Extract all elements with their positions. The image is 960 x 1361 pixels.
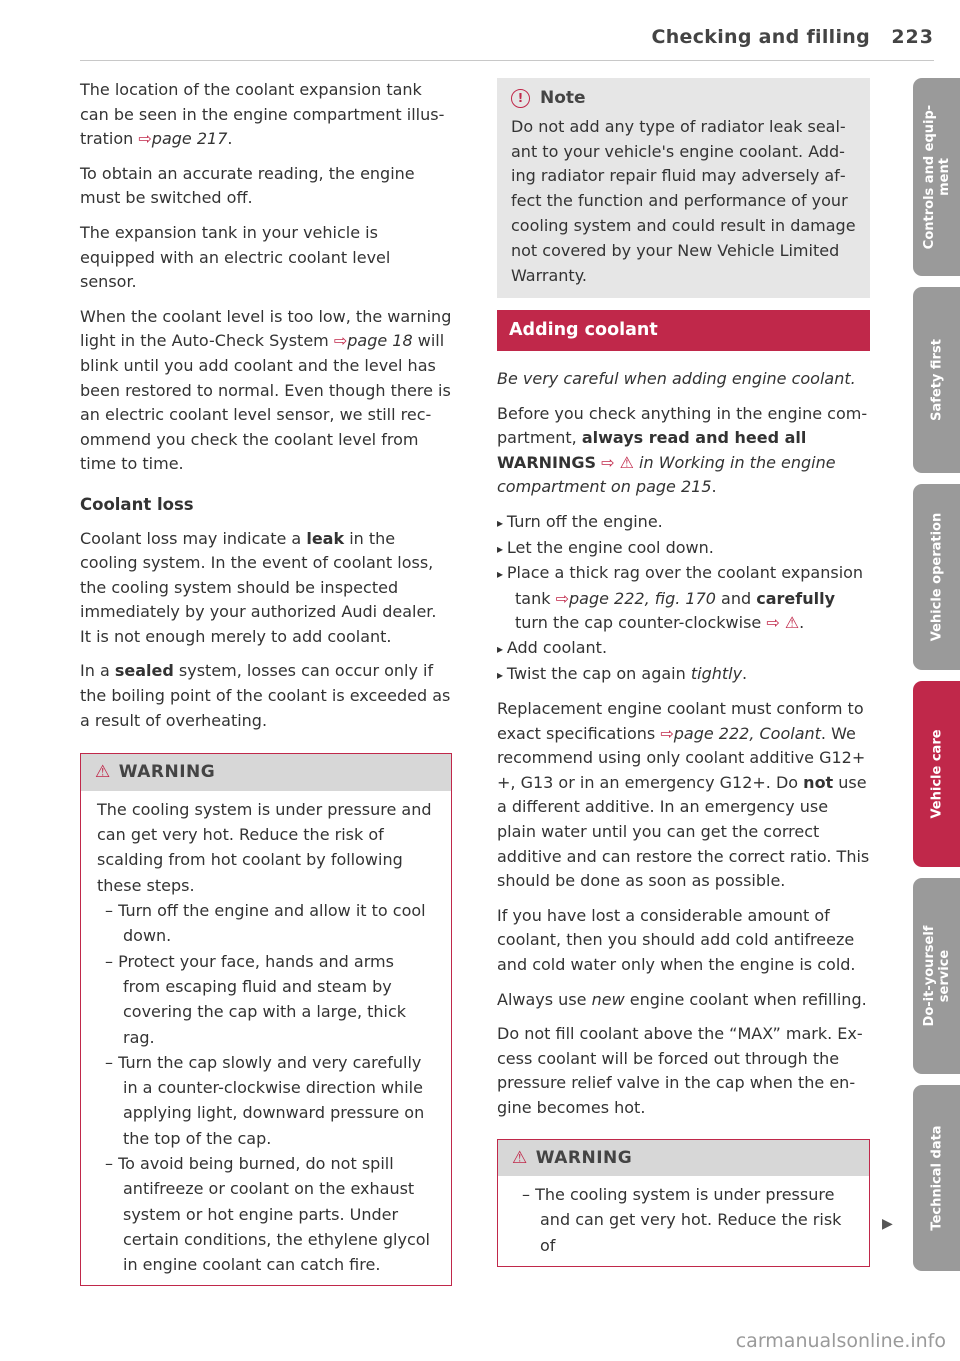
continue-arrow-icon: ▶	[882, 1216, 893, 1232]
page-number: 223	[891, 26, 934, 48]
warning-body	[81, 791, 451, 1286]
paragraph: Always use new engine coolant when refilling.	[497, 989, 867, 1009]
list-item: – The cooling system is under pressure and can get very hot. Reduce the risk of	[514, 1182, 853, 1258]
list-item: – Turn off the engine and allow it to cool down.	[97, 898, 435, 949]
tab-vehicle-operation[interactable]: Vehicle operation	[913, 484, 960, 670]
warning-header: ⚠ WARNING	[81, 754, 451, 791]
arrow-icon: ⇨	[601, 452, 615, 472]
step-item: ▸ Twist the cap on again tightly.	[497, 662, 870, 688]
list-item: – Turn the cap slowly and very carefully in a counter-clockwise direction while applying light, downward pressure on the top of the cap.	[97, 1050, 435, 1151]
note-text: Do not add any type of radiator leak sealant to your vehicle's engine coolant. Adding radiator repair fluid may adversely affect the function and performance of your cooling system and could result in damage not covered by your New Vehicle Limited Warranty.	[511, 116, 856, 285]
right-column	[497, 78, 870, 1267]
paragraph: Do not fill coolant above the “MAX” mark. Excess coolant will be forced out through the pressure relief valve in the cap when the engine becomes hot.	[497, 1024, 863, 1117]
watermark: carmanualsonline.info	[735, 1330, 946, 1352]
paragraph: Coolant loss may indicate a leak in the cooling system. In the event of coolant loss, the cooling system should be inspected immediately by your authorized Audi dealer. It is not enough merely to add coolant.	[80, 528, 437, 646]
step-item: ▸ Place a thick rag over the coolant expansion tank ⇨page 222, fig. 170 and carefully turn the cap counter-clockwise ⇨ ⚠.	[497, 561, 870, 636]
list-item: – To avoid being burned, do not spill antifreeze or coolant on the exhaust system or hot engine parts. Under certain conditions, the ethylene glycol in engine coolant can catch fire.	[97, 1151, 435, 1277]
tab-controls-and-equipment[interactable]: Controls and equip- ment	[913, 78, 960, 276]
warning-header: ⚠ WARNING	[498, 1140, 869, 1177]
arrow-icon: ⇨	[660, 723, 674, 743]
warning-box	[80, 753, 452, 1286]
note-header: ! Note	[511, 86, 856, 111]
page-link[interactable]: in Working in the engine compartment on page 215	[497, 452, 836, 497]
subheading-coolant-loss: Coolant loss	[80, 494, 194, 514]
warning-triangle-icon: ⚠	[512, 1147, 528, 1168]
section-title-adding-coolant: Adding coolant	[497, 310, 870, 351]
tab-vehicle-care[interactable]: Vehicle care	[913, 681, 960, 867]
page-link[interactable]: page 222, fig. 170	[568, 588, 716, 608]
tab-safety-first[interactable]: Safety first	[913, 287, 960, 473]
left-column	[80, 78, 452, 1286]
note-box	[497, 78, 870, 298]
page-link[interactable]: page 222, Coolant	[673, 723, 821, 743]
step-item: ▸ Let the engine cool down.	[497, 536, 870, 562]
tab-technical-data[interactable]: Technical data	[913, 1085, 960, 1271]
arrow-icon: ⇨	[333, 331, 348, 351]
arrow-icon: ⇨	[555, 588, 569, 608]
paragraph: When the coolant level is too low, the warning light in the Auto-Check System ⇨page 18 will blink until you add coolant and the level has been restored to normal. Even though there is an electric coolant level sensor, we still recommend you check the coolant level from time to time.	[80, 306, 452, 474]
arrow-icon: ⇨	[138, 129, 152, 149]
paragraph: The expansion tank in your vehicle is equipped with an electric coolant level sensor.	[80, 222, 391, 292]
warning-body	[498, 1176, 869, 1266]
warning-list	[514, 1182, 853, 1258]
paragraph: Before you check anything in the engine compartment, always read and heed all WARNINGS ⇨ ⚠ in Working in the engine compartment on page 215.	[497, 403, 868, 497]
paragraph: In a sealed system, losses can occur only if the boiling point of the coolant is exceeded as a result of overheating.	[80, 661, 451, 730]
page-link[interactable]: page 217	[151, 129, 228, 149]
list-item: – Protect your face, hands and arms from escaping fluid and steam by covering the cap with a large, thick rag.	[97, 949, 435, 1050]
chapter-tabs	[913, 78, 960, 1282]
step-item: ▸ Add coolant.	[497, 636, 870, 662]
paragraph: Replacement engine coolant must conform to exact specifications ⇨page 222, Coolant. We recommend using only coolant additive G12+ +, G13 or in an emergency G12+. Do not use a different additive. In an emergency use plain water until you can get the correct additive and can restore the correct ratio. This should be done as soon as possible.	[497, 699, 870, 891]
warning-box	[497, 1139, 870, 1267]
paragraph: If you have lost a considerable amount of coolant, then you should add cold antifreeze and cold water only when the engine is cold.	[497, 905, 856, 975]
paragraph: To obtain an accurate reading, the engine must be switched off.	[80, 163, 415, 208]
arrow-icon: ⇨	[766, 613, 780, 633]
steps-list	[497, 510, 870, 687]
section-intro: Be very careful when adding engine coolant.	[497, 368, 856, 388]
step-item: ▸ Turn off the engine.	[497, 510, 870, 536]
paragraph: The location of the coolant expansion tank can be seen in the engine compartment illustration ⇨page 217.	[80, 80, 445, 149]
warning-triangle-icon: ⚠	[784, 613, 800, 633]
page-header	[80, 0, 934, 61]
info-icon: !	[511, 89, 530, 108]
warning-list	[97, 898, 435, 1277]
chapter-title: Checking and filling	[651, 26, 870, 48]
warning-triangle-icon: ⚠	[95, 762, 111, 783]
tab-do-it-yourself-service[interactable]: Do-it-yourself service	[913, 878, 960, 1074]
warning-intro: The cooling system is under pressure and can get very hot. Reduce the risk of scalding from hot coolant by following these steps.	[97, 799, 432, 895]
warning-triangle-icon: ⚠	[619, 452, 634, 472]
page-link[interactable]: page 18	[347, 331, 413, 351]
